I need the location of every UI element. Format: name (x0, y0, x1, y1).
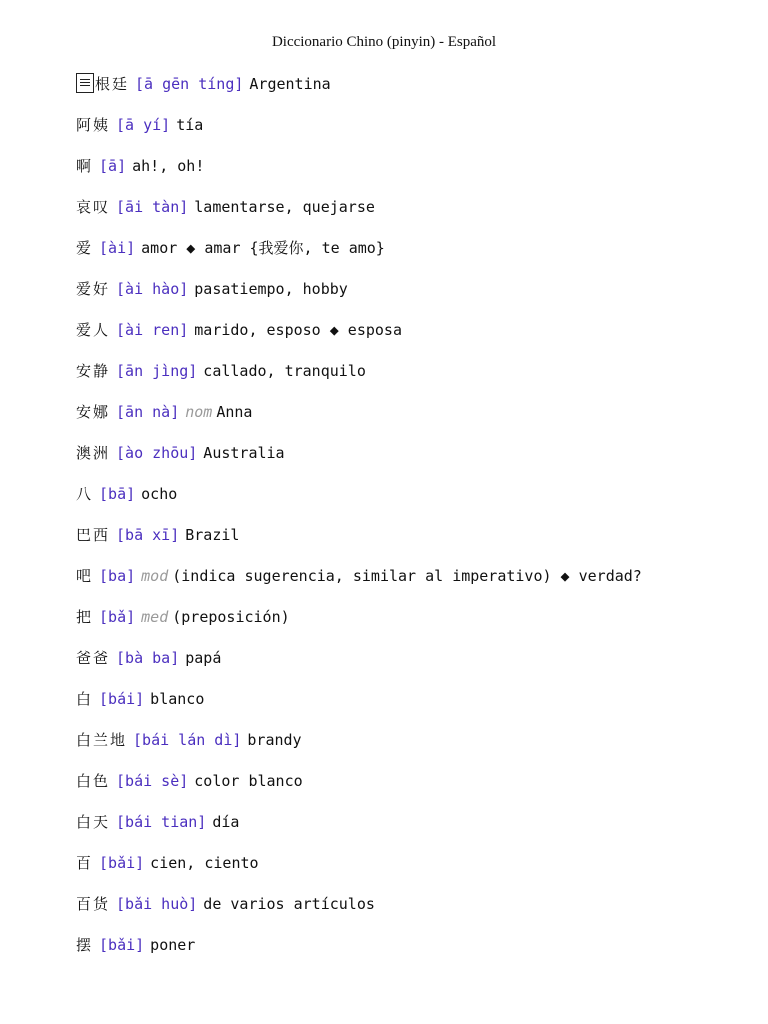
entry-hanzi: 把 (76, 608, 94, 626)
entry-definition: Argentina (249, 75, 331, 93)
entry-definition: Australia (203, 444, 285, 462)
dictionary-entry (76, 398, 756, 439)
entry-pinyin: [ān nà] (116, 403, 180, 421)
entry-pinyin: [bā] (99, 485, 136, 503)
entry-pinyin: [bǎi] (99, 936, 145, 954)
entry-pinyin: [bái sè] (116, 772, 189, 790)
dictionary-entry (76, 357, 756, 398)
entry-hanzi: 白 (76, 690, 94, 708)
entry-hanzi: 哀叹 (76, 198, 111, 216)
dictionary-entry (76, 890, 756, 931)
entry-definition: amor ◆ amar {我爱你, te amo} (141, 239, 385, 257)
dictionary-entry (76, 808, 756, 849)
dictionary-entry (76, 316, 756, 357)
entry-definition: papá (185, 649, 222, 667)
dictionary-entry (76, 603, 756, 644)
entry-hanzi: 百货 (76, 895, 111, 913)
entry-definition: Brazil (185, 526, 240, 544)
dictionary-entry (76, 439, 756, 480)
entry-hanzi: 根廷 (95, 75, 130, 93)
entry-hanzi: 阿姨 (76, 116, 111, 134)
entry-definition: día (212, 813, 240, 831)
entry-hanzi: 安静 (76, 362, 111, 380)
page-header: Diccionario Chino (pinyin) - Español (271, 34, 497, 50)
entry-part-of-speech: mod (141, 567, 169, 585)
entry-hanzi: 白天 (76, 813, 111, 831)
entry-pinyin: [bái lán dì] (133, 731, 242, 749)
dictionary-entry (76, 193, 756, 234)
entry-definition: de varios artículos (203, 895, 375, 913)
entry-definition: callado, tranquilo (203, 362, 366, 380)
entry-definition: marido, esposo ◆ esposa (194, 321, 402, 339)
entry-pinyin: [bái tian] (116, 813, 207, 831)
entry-hanzi: 吧 (76, 567, 94, 585)
entry-definition: ocho (141, 485, 178, 503)
entry-definition: color blanco (194, 772, 303, 790)
entry-pinyin: [āi tàn] (116, 198, 189, 216)
dictionary-entry (76, 685, 756, 726)
entry-pinyin: [ā gēn tíng] (135, 75, 244, 93)
entry-definition: ah!, oh! (132, 157, 205, 175)
entry-hanzi: 澳洲 (76, 444, 111, 462)
dictionary-entry (76, 644, 756, 685)
entry-definition: (indica sugerencia, similar al imperativo) ◆ verdad? (172, 567, 642, 585)
entry-definition: blanco (150, 690, 205, 708)
entry-definition: cien, ciento (150, 854, 259, 872)
entry-pinyin: [ào zhōu] (116, 444, 198, 462)
entry-hanzi: 八 (76, 485, 94, 503)
entry-pinyin: [bǎ] (99, 608, 136, 626)
dictionary-entry (76, 931, 756, 972)
entry-hanzi: 啊 (76, 157, 94, 175)
dictionary-entry (76, 562, 756, 603)
entry-hanzi: 爸爸 (76, 649, 111, 667)
entry-list (76, 70, 756, 972)
entry-pinyin: [ā yí] (116, 116, 171, 134)
dictionary-entry (76, 726, 756, 767)
entry-definition: lamentarse, quejarse (194, 198, 375, 216)
entry-hanzi: 爱 (76, 239, 94, 257)
dictionary-entry (76, 234, 756, 275)
dictionary-entry (76, 152, 756, 193)
entry-pinyin: [ài ren] (116, 321, 189, 339)
entry-definition: brandy (247, 731, 302, 749)
entry-definition: pasatiempo, hobby (194, 280, 348, 298)
entry-pinyin: [bà ba] (116, 649, 180, 667)
entry-pinyin: [ài] (99, 239, 136, 257)
entry-definition: (preposición) (172, 608, 290, 626)
entry-pinyin: [bǎi] (99, 854, 145, 872)
entry-hanzi: 摆 (76, 936, 94, 954)
entry-pinyin: [ā] (99, 157, 127, 175)
entry-hanzi: 爱人 (76, 321, 111, 339)
entry-pinyin: [bǎi huò] (116, 895, 198, 913)
entry-definition: poner (150, 936, 196, 954)
dictionary-entry (76, 521, 756, 562)
entry-hanzi: 白色 (76, 772, 111, 790)
dictionary-entry (76, 767, 756, 808)
entry-hanzi: 白兰地 (76, 731, 128, 749)
entry-pinyin: [ān jìng] (116, 362, 198, 380)
menu-icon[interactable] (76, 73, 94, 93)
dictionary-entry (76, 275, 756, 316)
entry-pinyin: [ba] (99, 567, 136, 585)
entry-hanzi: 巴西 (76, 526, 111, 544)
dictionary-entry (76, 111, 756, 152)
dictionary-entry (76, 70, 756, 111)
entry-pinyin: [ài hào] (116, 280, 189, 298)
entry-definition: Anna (216, 403, 253, 421)
entry-hanzi: 安娜 (76, 403, 111, 421)
dictionary-entry (76, 480, 756, 521)
entry-hanzi: 爱好 (76, 280, 111, 298)
entry-pinyin: [bái] (99, 690, 145, 708)
entry-pinyin: [bā xī] (116, 526, 180, 544)
dictionary-entry (76, 849, 756, 890)
entry-hanzi: 百 (76, 854, 94, 872)
entry-part-of-speech: nom (185, 403, 213, 421)
entry-definition: tía (176, 116, 204, 134)
entry-part-of-speech: med (141, 608, 169, 626)
